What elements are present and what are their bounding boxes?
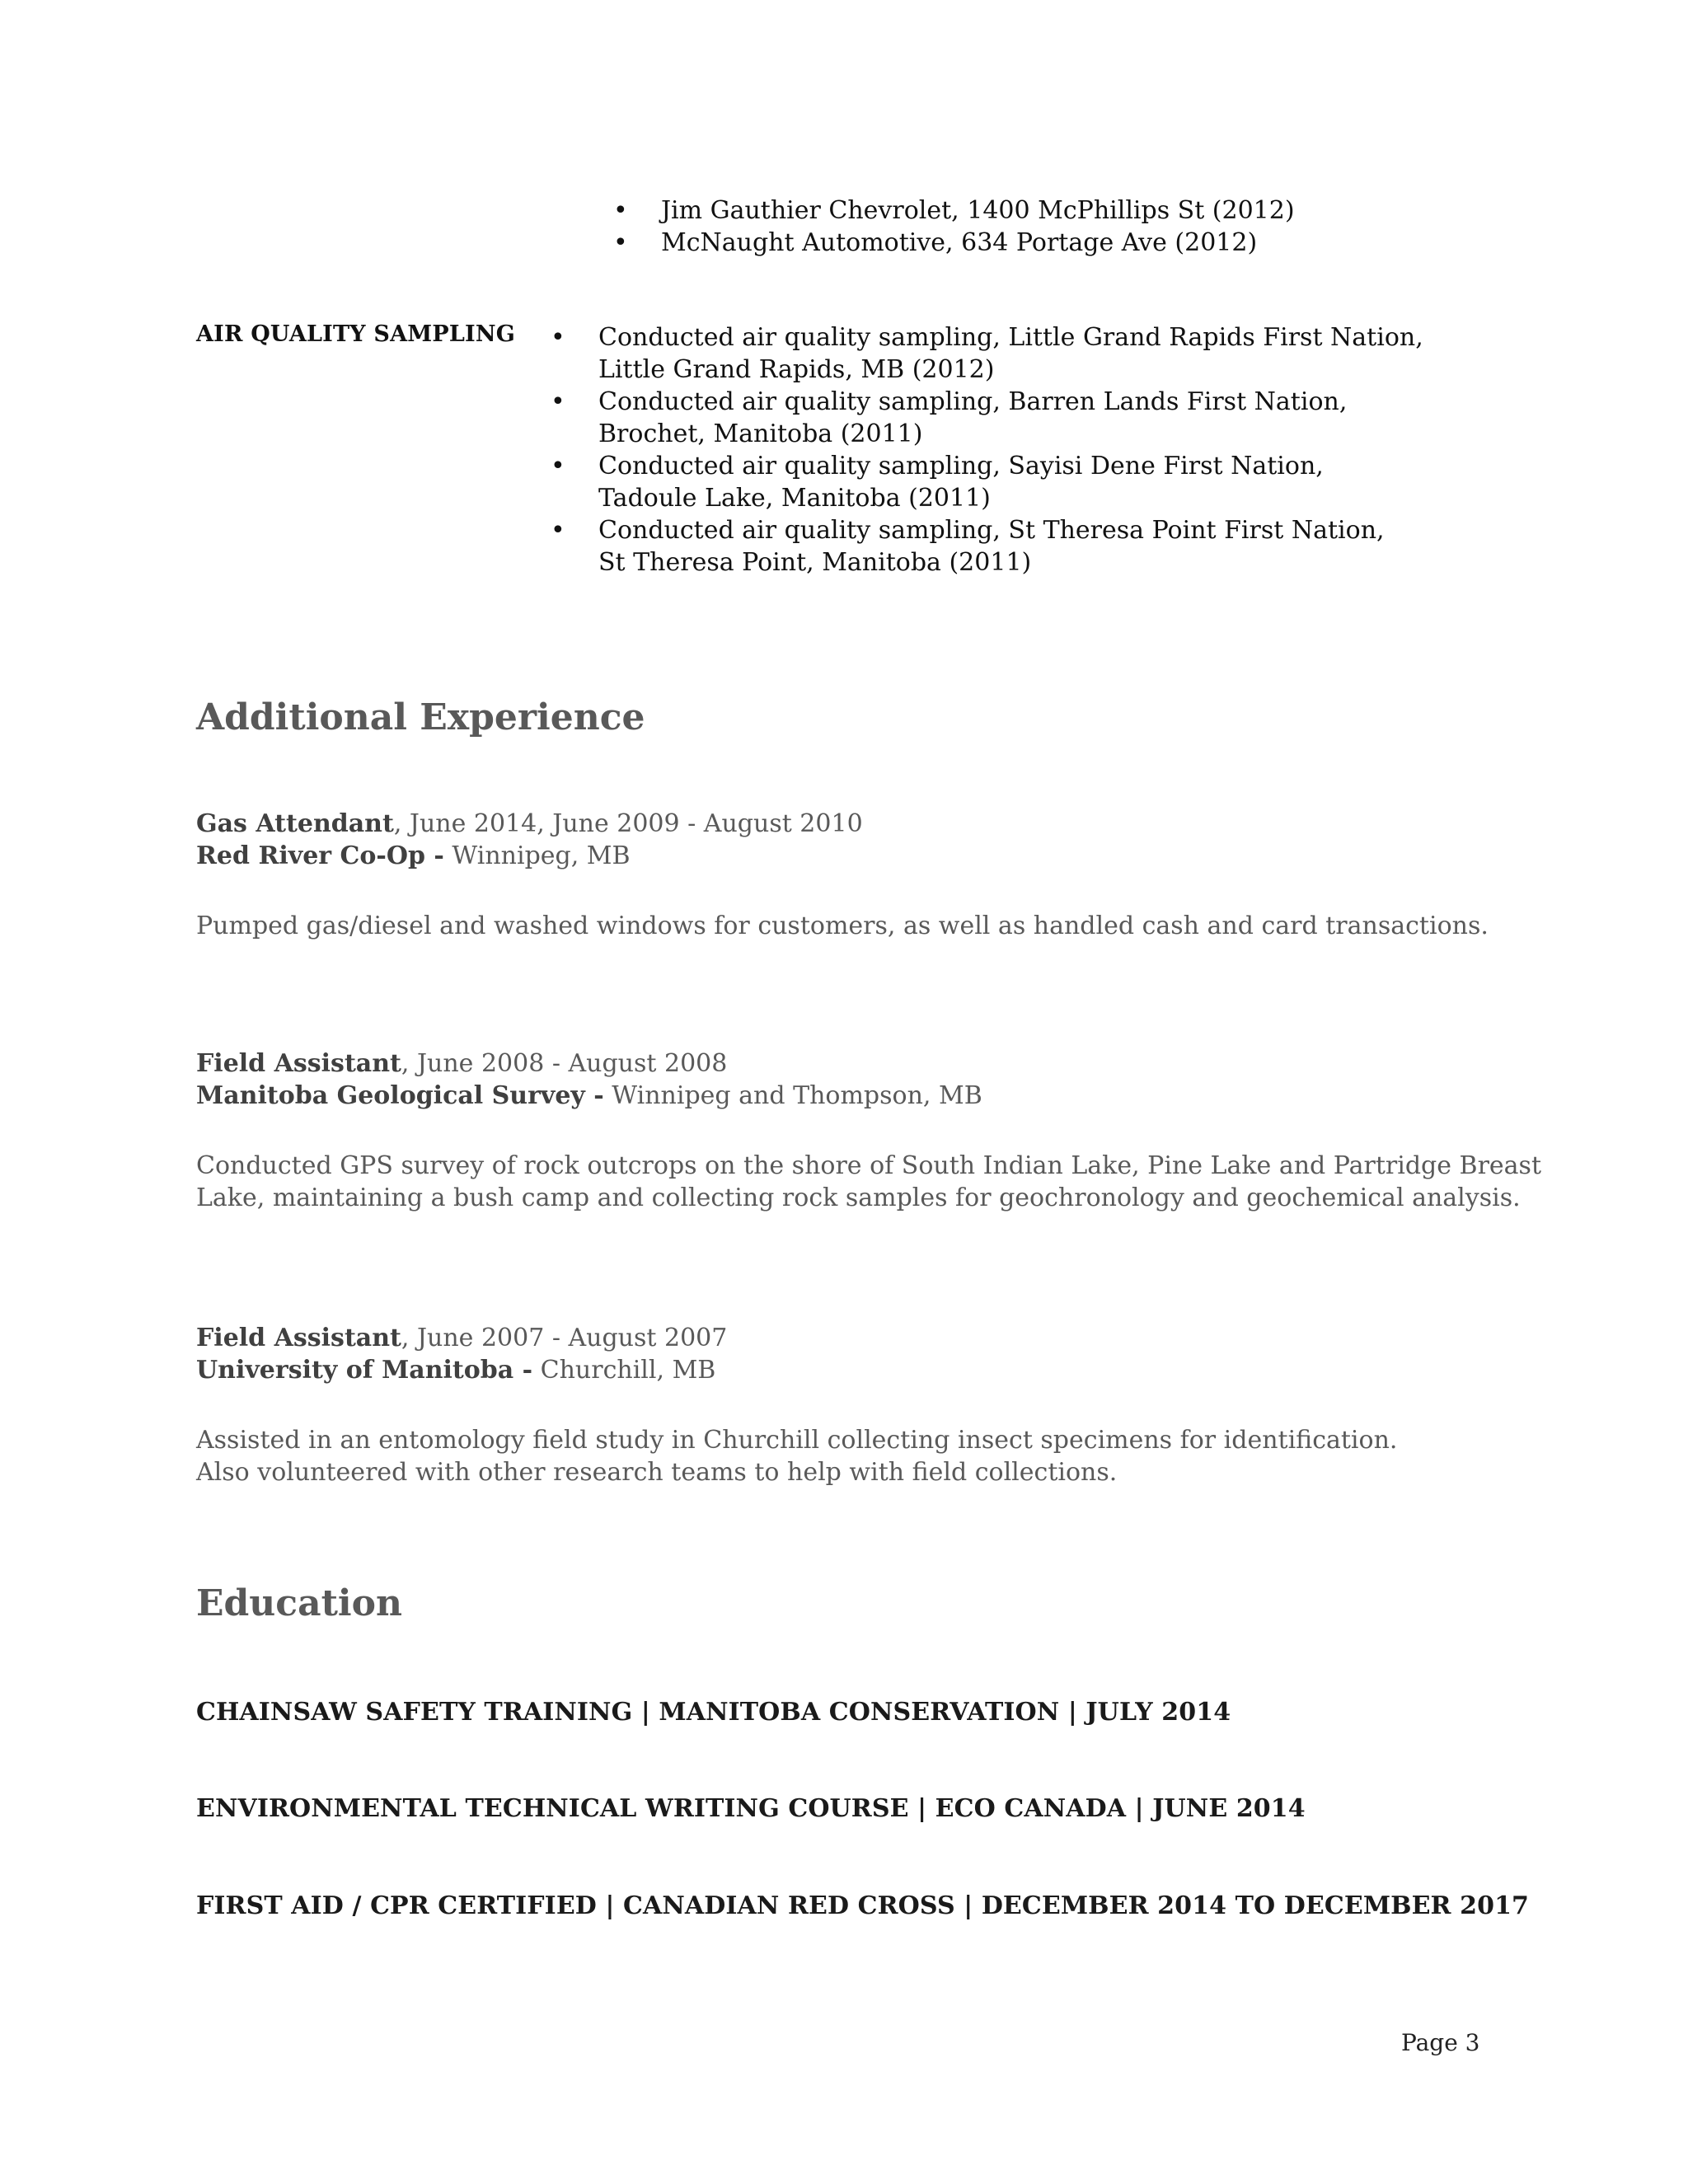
list-item: • Jim Gauthier Chevrolet, 1400 McPhillips St (2012) bbox=[613, 196, 1295, 225]
job-title: Field Assistant bbox=[196, 1049, 401, 1078]
job-org-line bbox=[196, 840, 863, 872]
bullet-icon: • bbox=[551, 516, 565, 545]
bullet-icon: • bbox=[551, 387, 565, 416]
page-number: Page 3 bbox=[1401, 2029, 1480, 2056]
additional-experience-heading: Additional Experience bbox=[196, 696, 645, 738]
job-title-line bbox=[196, 1322, 727, 1354]
job-entry bbox=[196, 1047, 982, 1112]
list-item: • Conducted air quality sampling, Little Grand Rapids First Nation, Little Grand Rapids, MB (2012) bbox=[551, 323, 1423, 384]
bullet-icon: • bbox=[613, 196, 628, 225]
education-item: FIRST AID / CPR CERTIFIED | CANADIAN RED CROSS | DECEMBER 2014 TO DECEMBER 2017 bbox=[196, 1891, 1530, 1920]
list-item: • McNaught Automotive, 634 Portage Ave (2012) bbox=[613, 228, 1258, 257]
job-org: Manitoba Geological Survey - bbox=[196, 1081, 604, 1110]
job-title: Field Assistant bbox=[196, 1324, 401, 1352]
job-dates: , June 2014, June 2009 - August 2010 bbox=[393, 809, 863, 838]
job-description: Conducted GPS survey of rock outcrops on the shore of South Indian Lake, Pine Lake and Partridge Breast Lake, maintaining a bush camp and collecting rock samples for geochronology and geochemical analysis. bbox=[196, 1151, 1542, 1212]
job-title-line bbox=[196, 808, 863, 840]
education-item: CHAINSAW SAFETY TRAINING | MANITOBA CONSERVATION | JULY 2014 bbox=[196, 1698, 1231, 1727]
air-quality-list bbox=[551, 321, 1423, 579]
job-description: Assisted in an entomology field study in Churchill collecting insect specimens for identification. Also volunteered with other research teams to help with field collections. bbox=[196, 1426, 1398, 1487]
dealership-list bbox=[613, 194, 1295, 259]
job-location: Winnipeg, MB bbox=[443, 841, 631, 870]
education-item: ENVIRONMENTAL TECHNICAL WRITING COURSE | ECO CANADA | JUNE 2014 bbox=[196, 1794, 1306, 1823]
job-org: University of Manitoba - bbox=[196, 1356, 533, 1385]
job-entry bbox=[196, 1322, 727, 1386]
job-org-line bbox=[196, 1080, 982, 1112]
job-location: Churchill, MB bbox=[532, 1356, 716, 1385]
list-item: • Conducted air quality sampling, Sayisi Dene First Nation, Tadoule Lake, Manitoba (2011) bbox=[551, 452, 1324, 513]
job-entry bbox=[196, 808, 863, 872]
job-location: Winnipeg and Thompson, MB bbox=[603, 1081, 982, 1110]
bullet-icon: • bbox=[551, 323, 565, 352]
job-title: Gas Attendant bbox=[196, 809, 394, 838]
job-org-line bbox=[196, 1354, 727, 1386]
job-description: Pumped gas/diesel and washed windows for customers, as well as handled cash and card transactions. bbox=[196, 912, 1489, 940]
bullet-icon: • bbox=[551, 452, 565, 480]
list-item: • Conducted air quality sampling, St Theresa Point First Nation, St Theresa Point, Manitoba (2011) bbox=[551, 516, 1385, 577]
bullet-icon: • bbox=[613, 228, 628, 257]
education-heading: Education bbox=[196, 1582, 402, 1624]
job-dates: , June 2007 - August 2007 bbox=[401, 1324, 728, 1352]
job-dates: , June 2008 - August 2008 bbox=[401, 1049, 728, 1078]
job-org: Red River Co-Op - bbox=[196, 841, 444, 870]
list-item: • Conducted air quality sampling, Barren Lands First Nation, Brochet, Manitoba (2011) bbox=[551, 387, 1348, 448]
job-title-line bbox=[196, 1047, 982, 1080]
air-quality-label: AIR QUALITY SAMPLING bbox=[196, 321, 515, 347]
